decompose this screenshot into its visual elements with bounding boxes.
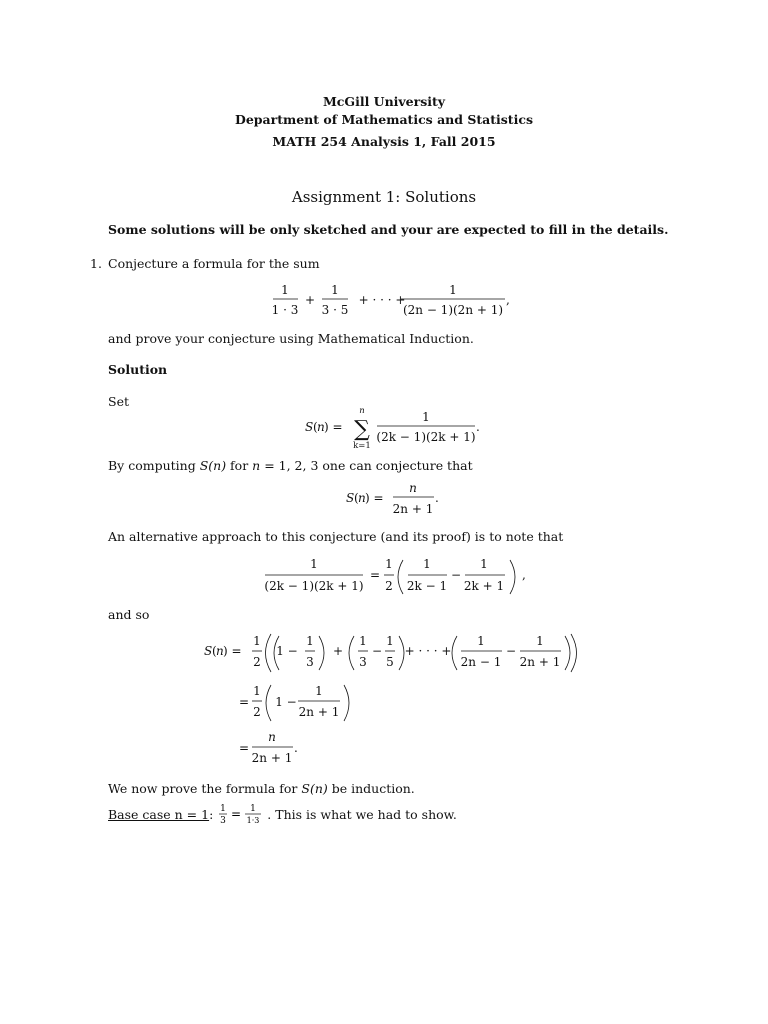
base-case-colon: : <box>209 807 214 822</box>
svg-text:1: 1 <box>423 557 431 571</box>
svg-text:1: 1 <box>449 283 457 297</box>
svg-text:1: 1 <box>306 634 314 648</box>
svg-text:(: ( <box>212 644 217 658</box>
svg-text:3 · 5: 3 · 5 <box>321 303 349 317</box>
svg-text:1: 1 <box>422 410 430 424</box>
base-case-label: Base case n = 1 <box>108 807 210 822</box>
svg-text:.: . <box>435 491 439 505</box>
svg-text:=: = <box>238 695 250 709</box>
alternative-text: An alternative approach to this conjecture (and its proof) is to note that <box>108 529 564 544</box>
course-name: MATH 254 Analysis 1, Fall 2015 <box>272 134 496 149</box>
svg-text:1 −: 1 − <box>276 644 298 658</box>
svg-text:.: . <box>294 741 298 755</box>
base-case-tail: . This is what we had to show. <box>267 807 457 822</box>
svg-text:S: S <box>305 420 314 434</box>
telescoping-line-1 <box>202 630 582 676</box>
and-so-text: and so <box>108 607 150 622</box>
svg-text:n: n <box>268 730 276 744</box>
svg-text:1: 1 <box>331 283 339 297</box>
svg-text:(2k − 1)(2k + 1): (2k − 1)(2k + 1) <box>376 430 476 444</box>
svg-text:2n + 1: 2n + 1 <box>392 502 434 516</box>
solution-heading: Solution <box>108 362 168 377</box>
svg-text:−: − <box>371 644 383 658</box>
svg-text:1: 1 <box>250 804 257 814</box>
svg-text:1: 1 <box>480 557 488 571</box>
svg-text:n: n <box>359 406 365 416</box>
department-name: Department of Mathematics and Statistics <box>235 112 533 127</box>
computing-text-e: = 1, 2, 3 one can conjecture that <box>260 458 473 473</box>
computing-text-b: S(n) <box>199 458 227 473</box>
svg-text:n: n <box>216 644 224 658</box>
base-case-equation <box>217 804 267 826</box>
partial-fraction-identity <box>262 554 532 600</box>
svg-text:n: n <box>358 491 366 505</box>
assignment-title: Assignment 1: Solutions <box>291 188 477 206</box>
svg-text:n: n <box>409 481 417 495</box>
svg-text:k=1: k=1 <box>353 441 371 451</box>
svg-text:+: + <box>332 644 344 658</box>
svg-text:1: 1 <box>385 557 393 571</box>
prove-text-c: be induction. <box>327 781 415 796</box>
svg-text:1: 1 <box>253 634 261 648</box>
svg-text:S: S <box>204 644 213 658</box>
svg-text:1: 1 <box>386 634 394 648</box>
svg-text:1: 1 <box>315 684 323 698</box>
svg-text:.: . <box>476 420 480 434</box>
base-case-line <box>108 804 457 826</box>
svg-text:3: 3 <box>306 655 314 669</box>
svg-text:+ · · · +: + · · · + <box>358 293 406 307</box>
university-name: McGill University <box>322 94 446 109</box>
svg-text:,: , <box>522 568 526 582</box>
svg-text:2k − 1: 2k − 1 <box>406 579 448 593</box>
svg-text:1: 1 <box>536 634 544 648</box>
computing-text-a: By computing <box>108 458 200 473</box>
svg-text:=: = <box>238 741 250 755</box>
svg-text:2n + 1: 2n + 1 <box>519 655 561 669</box>
computing-text-d: n <box>252 458 261 473</box>
telescoping-line-2 <box>202 680 362 726</box>
svg-text:) =: ) = <box>365 491 384 505</box>
svg-text:,: , <box>506 293 510 307</box>
svg-text:=: = <box>231 807 242 821</box>
svg-text:3: 3 <box>220 816 227 826</box>
svg-text:1: 1 <box>359 634 367 648</box>
svg-text:1: 1 <box>220 804 227 814</box>
prove-text <box>108 781 415 796</box>
svg-text:(2n − 1)(2n + 1): (2n − 1)(2n + 1) <box>402 303 504 317</box>
svg-text:2: 2 <box>253 655 261 669</box>
svg-text:2n + 1: 2n + 1 <box>298 705 340 719</box>
svg-text:2n + 1: 2n + 1 <box>251 751 293 765</box>
sum-formula <box>270 280 520 325</box>
svg-text:(: ( <box>354 491 359 505</box>
computing-text-c: for <box>226 458 253 473</box>
svg-text:5: 5 <box>386 655 394 669</box>
set-text: Set <box>108 394 129 409</box>
svg-text:n: n <box>317 420 325 434</box>
svg-text:(2k − 1)(2k + 1): (2k − 1)(2k + 1) <box>264 579 364 593</box>
prove-text-b: S(n) <box>301 781 328 796</box>
svg-text:1: 1 <box>253 684 261 698</box>
svg-text:1 −: 1 − <box>275 695 297 709</box>
svg-text:−: − <box>505 644 517 658</box>
svg-text:3: 3 <box>359 655 367 669</box>
svg-text:∑: ∑ <box>354 417 370 442</box>
svg-text:−: − <box>450 568 462 582</box>
svg-text:2n − 1: 2n − 1 <box>460 655 502 669</box>
computing-text <box>108 458 473 473</box>
svg-text:+: + <box>304 293 316 307</box>
svg-text:2k + 1: 2k + 1 <box>463 579 505 593</box>
svg-text:) =: ) = <box>223 644 242 658</box>
svg-text:=: = <box>369 568 381 582</box>
problem-after: and prove your conjecture using Mathematical Induction. <box>108 331 474 346</box>
solutions-note: Some solutions will be only sketched and your are expected to fill in the details. <box>108 222 669 237</box>
svg-text:2: 2 <box>253 705 261 719</box>
svg-text:1·3: 1·3 <box>246 816 260 825</box>
telescoping-line-3 <box>202 730 312 770</box>
svg-text:1: 1 <box>310 557 318 571</box>
svg-text:2: 2 <box>385 579 393 593</box>
problem-number: 1. <box>90 256 102 271</box>
svg-text:) =: ) = <box>324 420 343 434</box>
conjecture-formula <box>343 480 453 522</box>
prove-text-a: We now prove the formula for <box>108 781 302 796</box>
svg-text:1 · 3: 1 · 3 <box>271 303 299 317</box>
svg-text:+ · · · +: + · · · + <box>404 644 452 658</box>
svg-text:1: 1 <box>281 283 289 297</box>
svg-text:S: S <box>346 491 355 505</box>
svg-text:(: ( <box>313 420 318 434</box>
svg-text:1: 1 <box>477 634 485 648</box>
sn-definition <box>300 404 500 454</box>
problem-intro: Conjecture a formula for the sum <box>108 256 320 271</box>
